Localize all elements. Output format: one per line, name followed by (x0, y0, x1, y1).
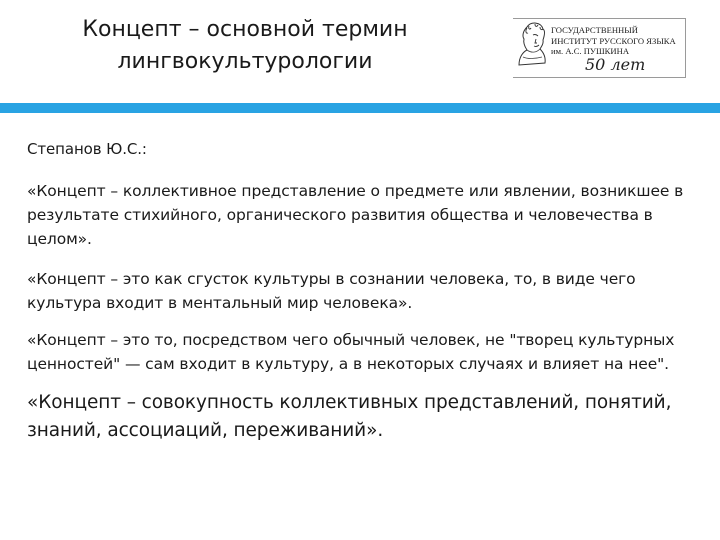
quote-paragraph-2: «Концепт – это как сгусток культуры в сознании человека, то, в виде чего культура входит в ментальный мир человека». (27, 270, 636, 312)
slide-content (27, 137, 697, 445)
author-label: Степанов Ю.С.: (27, 140, 147, 158)
logo-line-2: ИНСТИТУТ РУССКОГО ЯЗЫКА (551, 35, 676, 46)
accent-bar (0, 103, 720, 113)
logo-years: 50 лет (585, 55, 646, 74)
logo-line-1: ГОСУДАРСТВЕННЫЙ (551, 25, 638, 35)
institute-logo (513, 18, 686, 78)
pushkin-portrait-icon (513, 19, 553, 77)
logo-text (551, 25, 676, 57)
slide-title-line-2: лингвокультурологии (117, 49, 373, 74)
slide-title-line-1: Концепт – основной термин (82, 17, 408, 42)
quote-paragraph-1: «Концепт – коллективное представление о предмете или явлении, возникшее в результате стихийного, органического развития общества и человечества в целом». (27, 182, 684, 248)
logo-line-3: им. А.С. ПУШКИНА (551, 46, 630, 56)
slide-title (60, 14, 430, 78)
quote-paragraph-4: «Концепт – совокупность коллективных представлений, понятий, знаний, ассоциаций, переживаний». (27, 392, 672, 441)
quote-paragraph-3: «Концепт – это то, посредством чего обычный человек, не "творец культурных ценностей" — сам входит в культуру, а в некоторых случаях и влияет на нее". (27, 331, 675, 373)
